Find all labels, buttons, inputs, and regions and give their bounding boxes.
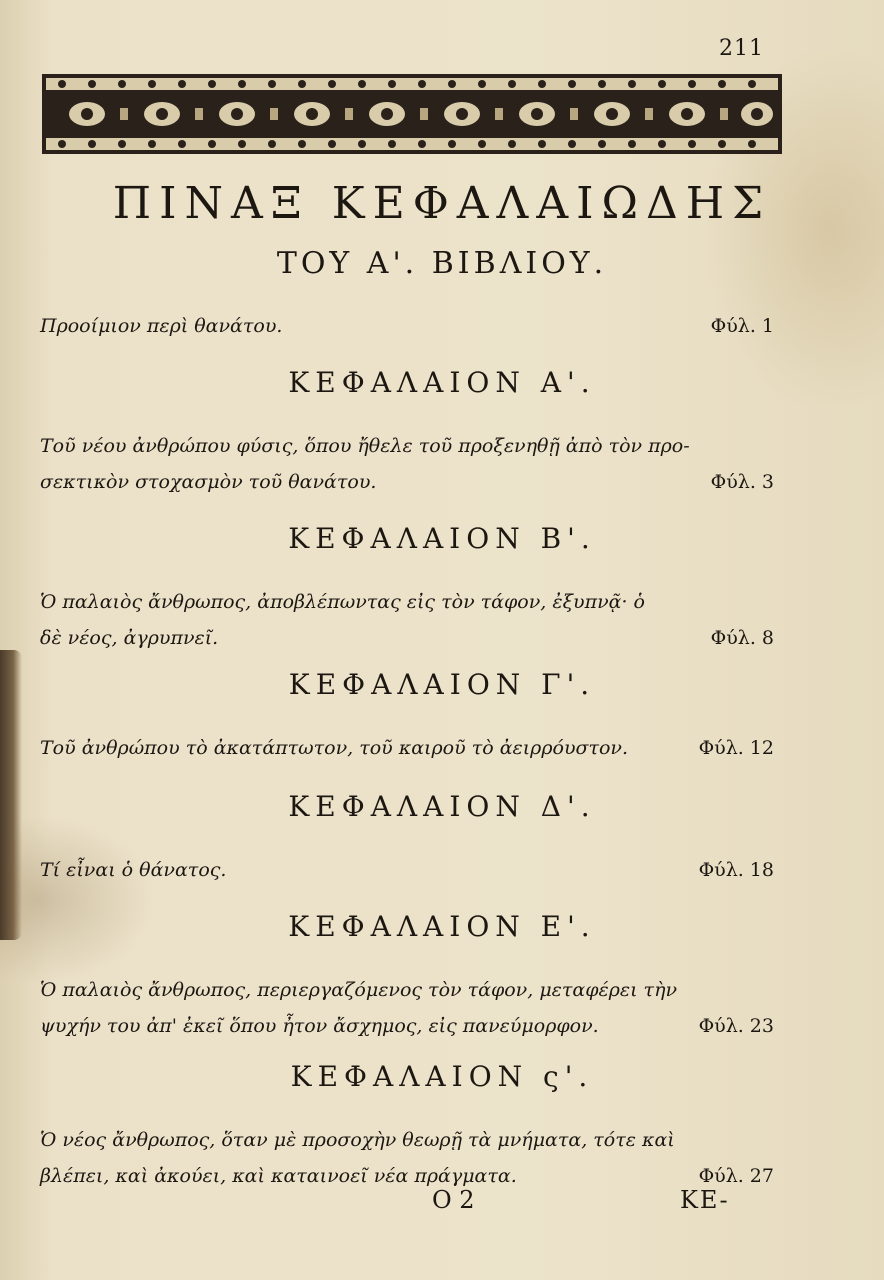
folio-reference: Φύλ. 18 <box>698 859 774 881</box>
folio-reference: Φύλ. 1 <box>710 315 774 337</box>
entry-text: Ὁ νέος ἄνθρωπος, ὅταν μὲ προσοχὴν θεωρῇ τὰ μνήματα, τότε καὶ <box>40 1129 675 1151</box>
entry-text: ψυχήν του ἀπ' ἐκεῖ ὅπου ἦτον ἄσχημος, εἰς πανεύμορφον. <box>40 1015 599 1037</box>
folio-reference: Φύλ. 8 <box>710 627 774 649</box>
catchword: ΚΕ- <box>680 1186 730 1214</box>
toc-entry <box>40 972 774 1044</box>
entry-text: δὲ νέος, ἀγρυπνεῖ. <box>40 627 219 649</box>
toc-entry <box>40 730 774 766</box>
chapter-heading: ΚΕΦΑΛΑΙΟΝ Α'. <box>288 366 596 399</box>
chapter-heading: ΚΕΦΑΛΑΙΟΝ Β'. <box>288 522 596 555</box>
toc-entry <box>40 1122 774 1194</box>
entry-text: Τοῦ νέου ἀνθρώπου φύσις, ὅπου ἤθελε τοῦ προξενηθῇ ἀπὸ τὸν προ- <box>40 435 690 457</box>
chapter-heading: ΚΕΦΑΛΑΙΟΝ Δ'. <box>288 790 596 823</box>
folio-reference: Φύλ. 12 <box>698 737 774 759</box>
toc-entry <box>40 584 774 656</box>
folio-reference: Φύλ. 23 <box>698 1015 774 1037</box>
chapter-heading: ΚΕΦΑΛΑΙΟΝ ς'. <box>290 1060 594 1093</box>
entry-text: Προοίμιον περὶ θανάτου. <box>40 315 283 337</box>
chapter-heading: ΚΕΦΑΛΑΙΟΝ Ε'. <box>288 910 596 943</box>
entry-text: σεκτικὸν στοχασμὸν τοῦ θανάτου. <box>40 471 377 493</box>
toc-entry <box>40 852 774 888</box>
page-title: ΠΙΝΑΞ ΚΕΦΑΛΑΙΩΔΗΣ <box>112 178 772 229</box>
entry-text: βλέπει, καὶ ἀκούει, καὶ καταινοεῖ νέα πράγματα. <box>40 1165 517 1187</box>
toc-entry <box>40 428 774 500</box>
chapter-heading: ΚΕΦΑΛΑΙΟΝ Γ'. <box>288 668 596 701</box>
folio-reference: Φύλ. 27 <box>698 1165 774 1187</box>
book-subtitle: ΤΟΥ Α'. ΒΙΒΛΙΟΥ. <box>276 246 608 281</box>
toc-entry <box>40 308 774 344</box>
entry-text: Τί εἶναι ὁ θάνατος. <box>40 859 227 881</box>
entry-text: Ὁ παλαιὸς ἄνθρωπος, περιεργαζόμενος τὸν τάφον, μεταφέρει τὴν <box>40 979 678 1001</box>
entry-text: Ὁ παλαιὸς ἄνθρωπος, ἀποβλέπωντας εἰς τὸν τάφον, ἐξυπνᾷ· ὁ <box>40 591 645 613</box>
folio-reference: Φύλ. 3 <box>710 471 774 493</box>
decorative-band-icon <box>42 74 782 154</box>
signature-mark: Ο 2 <box>432 1186 475 1214</box>
page-number: 211 <box>719 36 764 61</box>
entry-text: Τοῦ ἀνθρώπου τὸ ἀκατάπτωτον, τοῦ καιροῦ τὸ ἀειρρόυστον. <box>40 737 629 759</box>
